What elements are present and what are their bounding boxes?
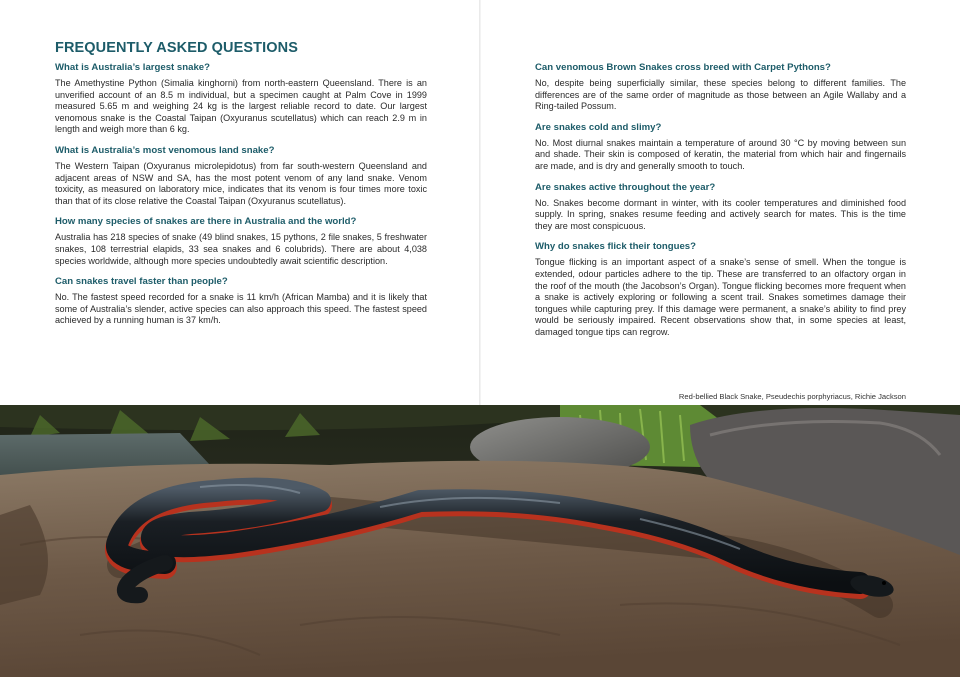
faq-answer: No. Snakes become dormant in winter, with its cooler temperatures and diminished food supply. In spring, snakes resume feeding and actively search for mates. This is the time they are most conspicuous. <box>535 197 906 231</box>
faq-item <box>535 122 906 173</box>
snake-eye <box>882 581 886 585</box>
faq-question: Can venomous Brown Snakes cross breed with Carpet Pythons? <box>535 62 831 73</box>
faq-item <box>55 216 427 267</box>
faq-answer: The Western Taipan (Oxyuranus microlepidotus) from far south-western Queensland and adjacent areas of NSW and SA, has the most potent venom of any land snake. Venom toxicity, as measured on laboratory mice, indicates that its venom is four times more toxic than that of its close relative the Coastal Taipan (Oxyuranus scutellatus). <box>55 160 427 206</box>
faq-item <box>535 241 906 338</box>
faq-question: What is Australia’s largest snake? <box>55 62 210 73</box>
faq-answer: No. Most diurnal snakes maintain a temperature of around 30 °C by moving between sun and shade. Their skin is composed of keratin, the material from which hair and fingernails are made, and is dry and generally smooth to touch. <box>535 137 906 171</box>
left-page <box>55 40 427 327</box>
faq-item <box>55 62 427 136</box>
faq-item <box>535 182 906 233</box>
faq-answer: No, despite being superficially similar, these species belong to different families. The differences are of the same order of magnitude as those between an Agile Wallaby and a Ring-tailed Possum. <box>535 78 906 112</box>
right-page <box>535 62 906 339</box>
snake-photo <box>0 405 960 677</box>
faq-question: Why do snakes flick their tongues? <box>535 241 696 253</box>
faq-answer: No. The fastest speed recorded for a snake is 11 km/h (African Mamba) and it is likely that some of Australia’s slender, active species can also approach this speed. The fastest speed achieved by a running human is 37 km/h. <box>55 292 427 326</box>
faq-question: Can snakes travel faster than people? <box>55 276 228 288</box>
faq-question: What is Australia’s most venomous land snake? <box>55 144 275 156</box>
faq-item <box>535 62 906 113</box>
faq-question: Are snakes active throughout the year? <box>535 181 716 193</box>
faq-question: Are snakes cold and slimy? <box>535 121 662 133</box>
faq-answer: Tongue flicking is an important aspect of a snake’s sense of smell. When the tongue is extended, odour particles adhere to the tip. These are transferred to an olfactory organ in the roof of the mouth (the Jacobson’s Organ). Tongue flicking becomes more frequent when a snake is actively exploring or following a scent trail. Snakes sometimes damage their tongues while capturing prey. If this damage were permanent, a snake’s ability to find prey would be seriously impaired. Recent observations show that, in some species at least, damaged tongue tips can regrow. <box>535 257 906 337</box>
faq-answer: Australia has 218 species of snake (49 blind snakes, 15 pythons, 2 file snakes, 5 freshwater snakes, 108 terrestrial elapids, 33 sea snakes and 6 colubrids). There are about 4,038 species worldwide, although more species undoubtedly await scientific description. <box>55 232 427 266</box>
faq-question: How many species of snakes are there in Australia and the world? <box>55 216 357 228</box>
photo-caption: Red-bellied Black Snake, Pseudechis porphyriacus, Richie Jackson <box>678 392 906 401</box>
faq-item <box>55 276 427 327</box>
page-gutter <box>479 0 481 405</box>
faq-item <box>55 145 427 207</box>
faq-answer: The Amethystine Python (Simalia kinghorni) from north-eastern Queensland. There is an unverified account of an 8.5 m individual, but a specimen caught at Palm Cove in 1999 measured 5.65 m and weighing 24 kg is the largest reliable record to date. Our largest venomous snake is the Coastal Taipan (Oxyuranus scutellatus) which can reach 2.9 m in length and weigh more than 6 kg. <box>55 78 427 135</box>
faq-heading: FREQUENTLY ASKED QUESTIONS <box>55 40 298 56</box>
